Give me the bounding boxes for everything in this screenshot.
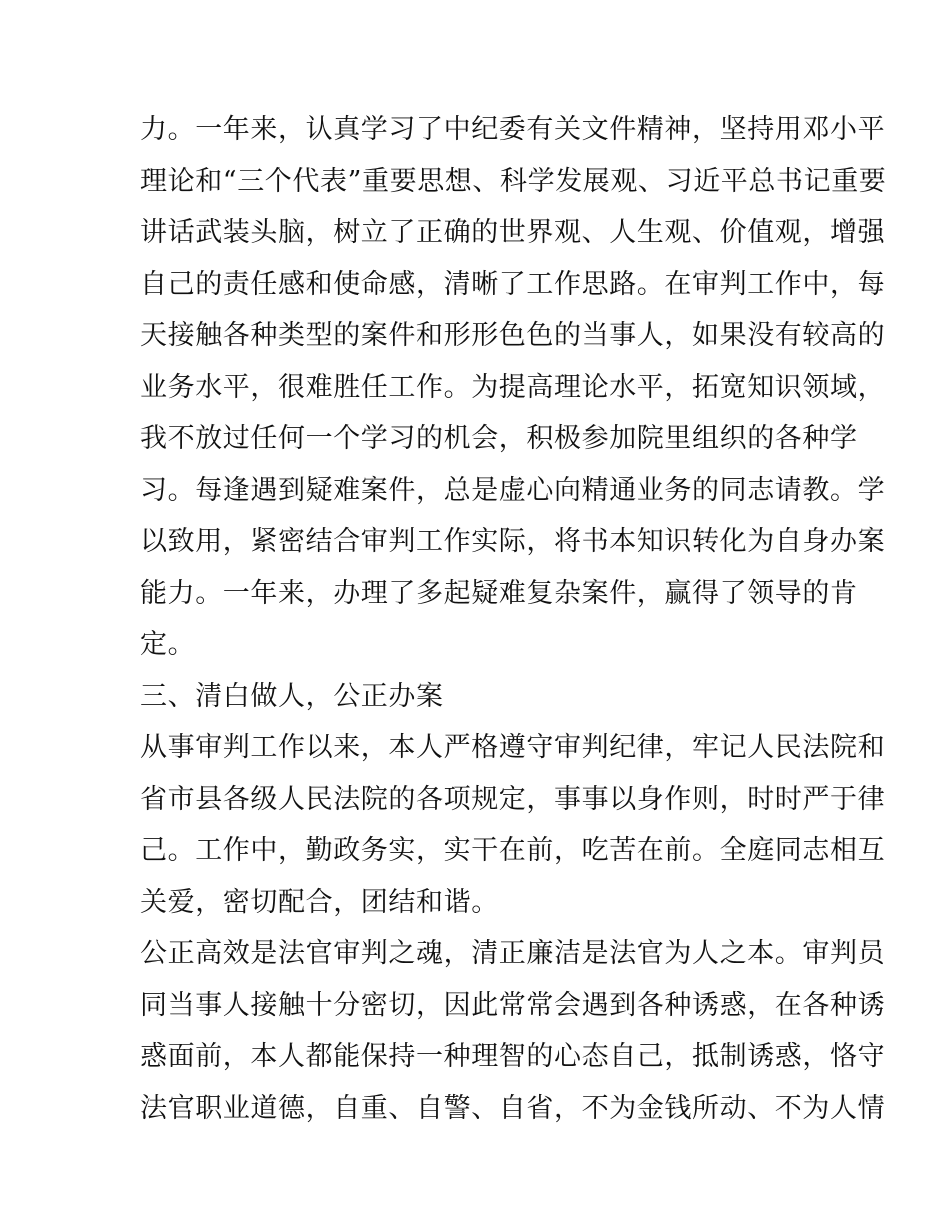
body-text-line: 关爱，密切配合，团结和谐。	[140, 886, 499, 918]
body-text-line: 定。	[140, 629, 196, 660]
body-text-line: 理论和“三个代表”重要思想、科学发展观、习近平总书记重要	[140, 165, 887, 197]
body-text-line: 讲话武装头脑，树立了正确的世界观、人生观、价值观，增强	[140, 217, 886, 248]
body-text-line: 省市县各级人民法院的各项规定，事事以身作则，时时严于律	[140, 783, 886, 815]
body-text-line: 己。工作中，勤政务实，实干在前，吃苦在前。全庭同志相互	[140, 835, 886, 866]
body-text-line: 以致用，紧密结合审判工作实际，将书本知识转化为自身办案	[140, 526, 886, 557]
body-text-line: 法官职业道德，自重、自警、自省，不为金钱所动、不为人情	[140, 1092, 886, 1124]
body-text-line: 能力。一年来，办理了多起疑难复杂案件，赢得了领导的肯	[140, 577, 858, 609]
body-text-line: 公正高效是法官审判之魂，清正廉洁是法官为人之本。审判员	[140, 938, 886, 969]
body-text-line: 自己的责任感和使命感，清晰了工作思路。在审判工作中，每	[140, 268, 886, 300]
body-text-line: 惑面前，本人都能保持一种理智的心态自己，抵制诱惑，恪守	[140, 1041, 886, 1072]
body-text-line: 我不放过任何一个学习的机会，积极参加院里组织的各种学	[140, 423, 858, 454]
body-text-line: 习。每逢遇到疑难案件，总是虚心向精通业务的同志请教。学	[140, 474, 886, 506]
body-text-line: 天接触各种类型的案件和形形色色的当事人，如果没有较高的	[140, 320, 886, 351]
body-text-line: 业务水平，很难胜任工作。为提高理论水平，拓宽知识领域，	[140, 371, 886, 403]
document-body	[140, 104, 887, 1134]
body-text-line: 同当事人接触十分密切，因此常常会遇到各种诱惑，在各种诱	[140, 989, 886, 1021]
body-text-line: 从事审判工作以来，本人严格遵守审判纪律，牢记人民法院和	[140, 732, 886, 763]
body-text-line: 力。一年来，认真学习了中纪委有关文件精神，坚持用邓小平	[140, 114, 886, 145]
section-heading: 三、清白做人，公正办案	[140, 680, 444, 712]
